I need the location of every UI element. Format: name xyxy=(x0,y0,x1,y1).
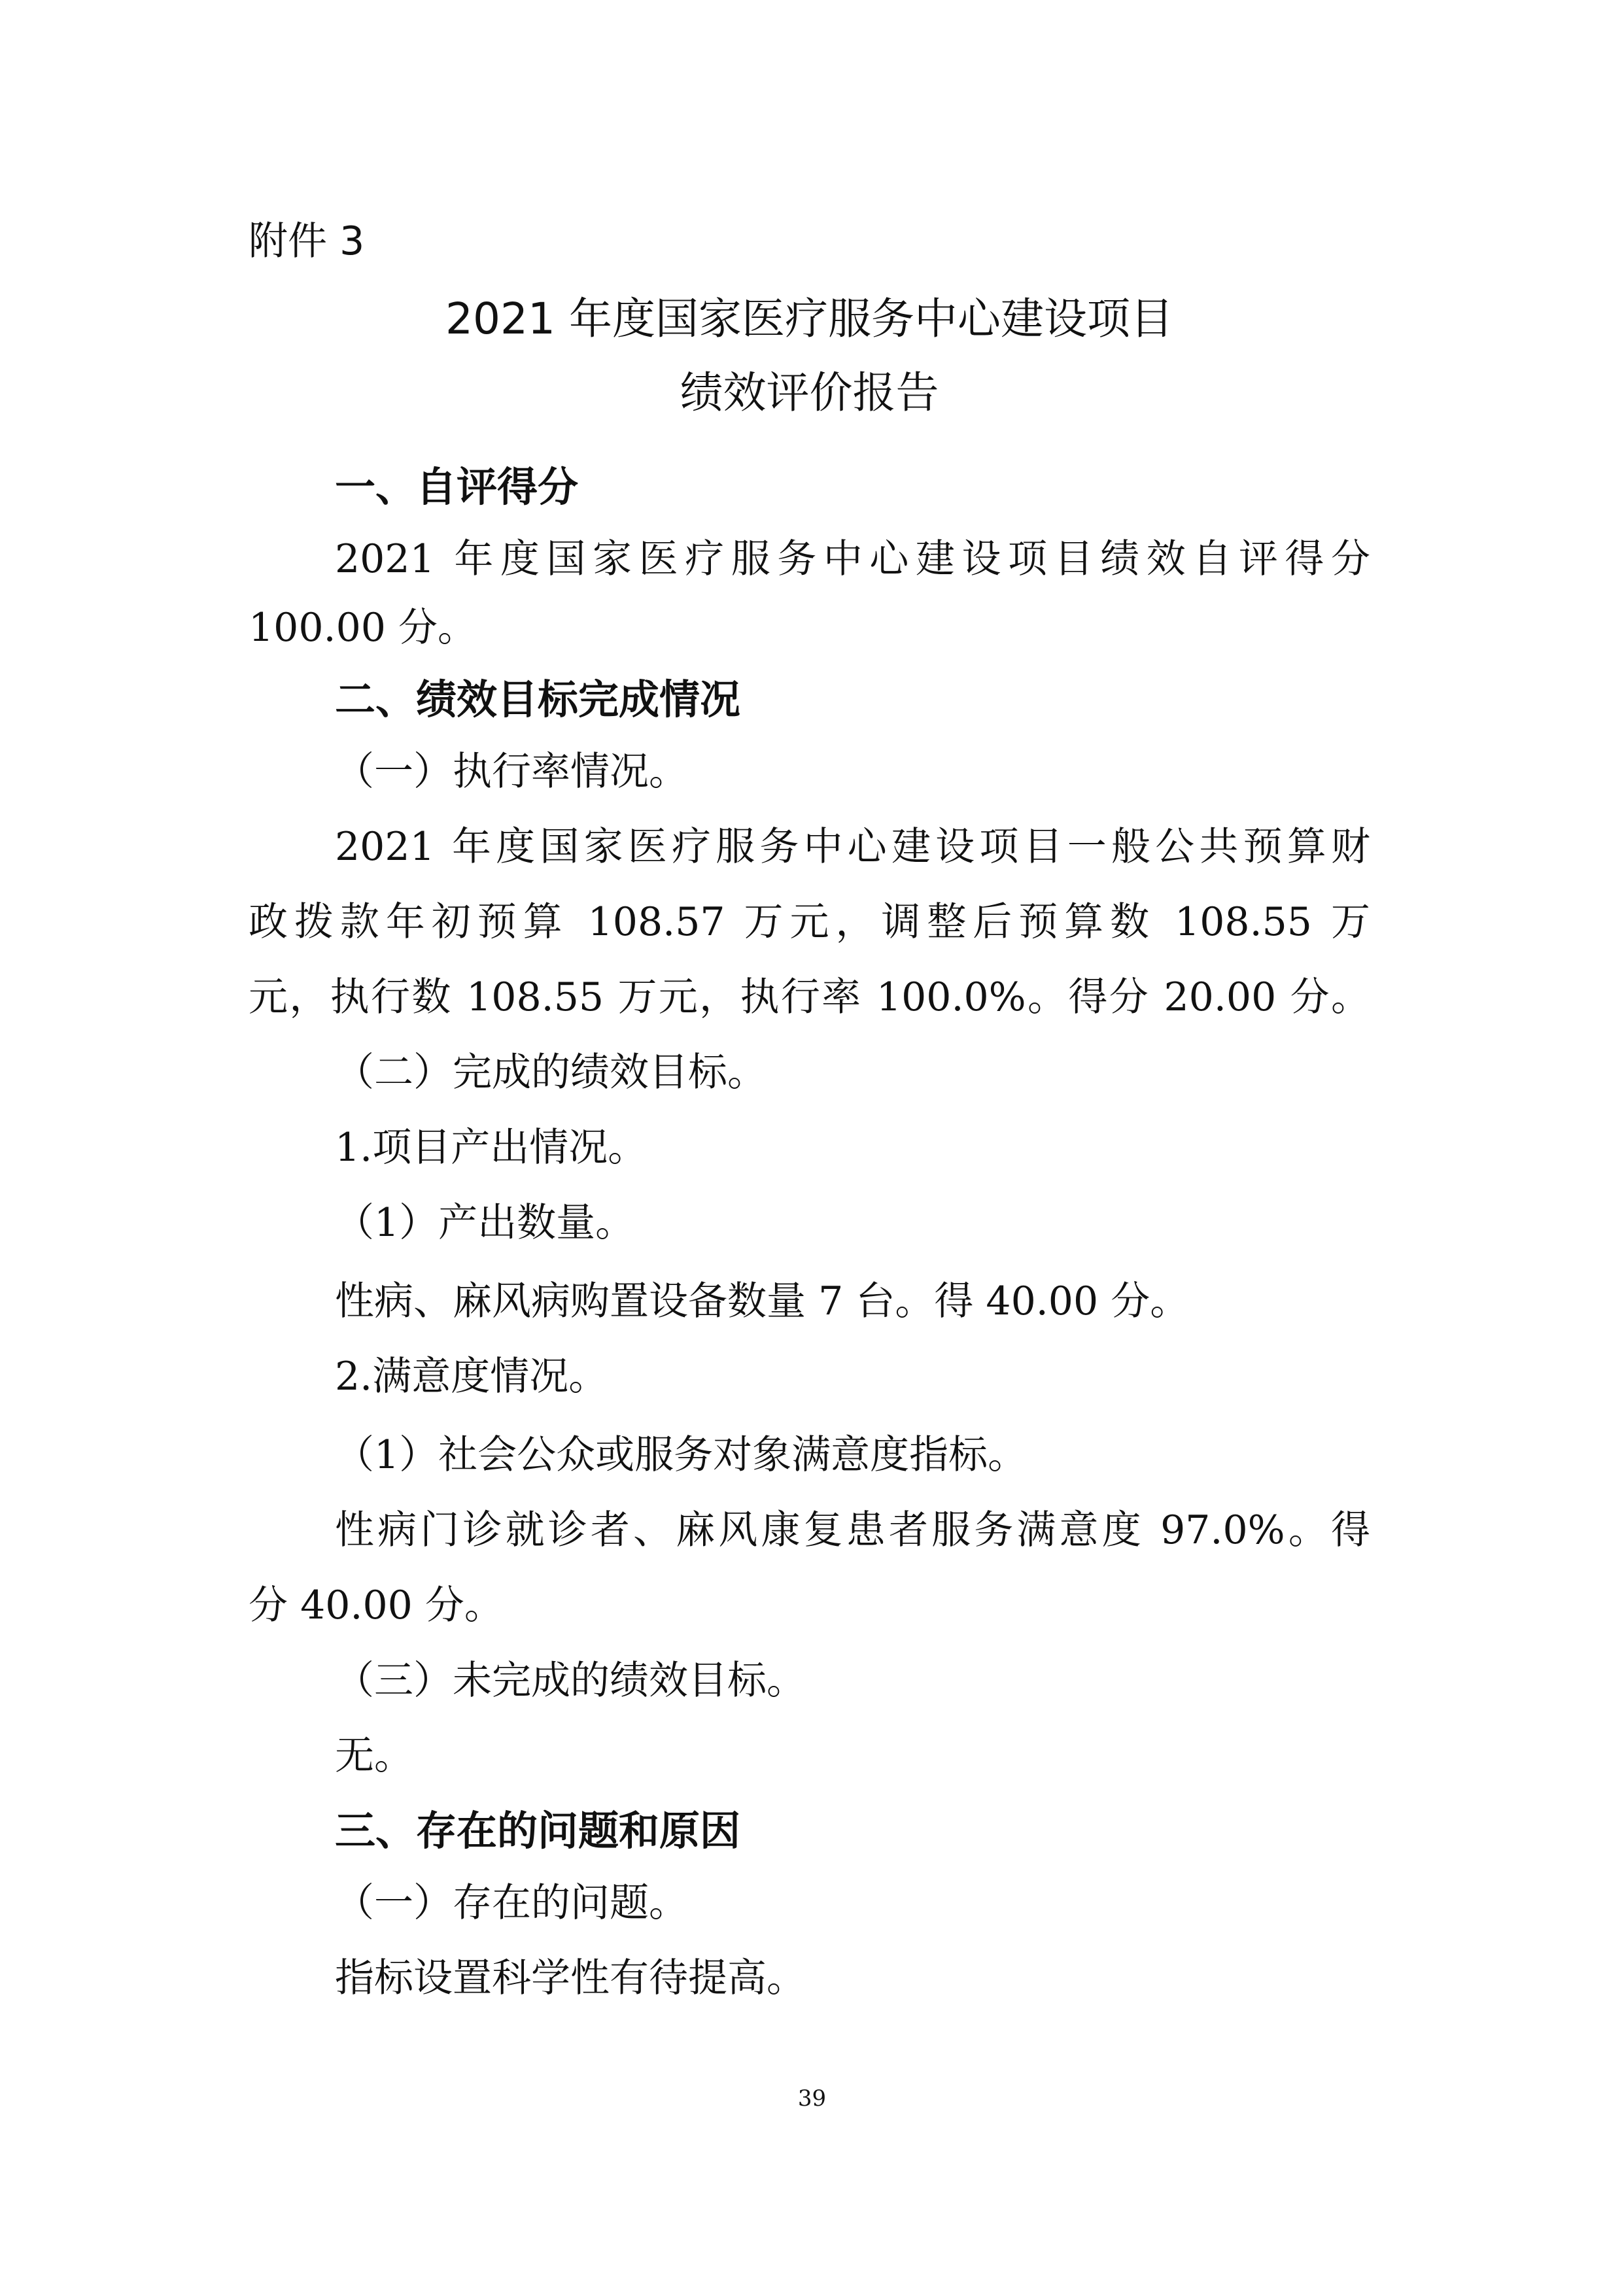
section-2-paragraph-line-3: 元，执行数 108.55 万元，执行率 100.0%。得分 20.00 分。 xyxy=(249,974,1370,1020)
section-1-paragraph-line-2: 100.00 分。 xyxy=(249,605,477,651)
section-3-subheading-1: （一）存在的问题。 xyxy=(335,1880,688,1926)
section-2-item-2-text-line-1: 性病门诊就诊者、麻风康复患者服务满意度 97.0%。得 xyxy=(335,1507,1370,1553)
section-2-item-1: 1.项目产出情况。 xyxy=(335,1125,648,1171)
section-2-subheading-1: （一）执行率情况。 xyxy=(335,749,688,795)
section-2-item-1-text: 性病、麻风病购置设备数量 7 台。得 40.00 分。 xyxy=(335,1278,1190,1324)
section-3-subheading-1-text: 指标设置科学性有待提高。 xyxy=(335,1955,806,2001)
section-2-heading: 二、绩效目标完成情况 xyxy=(335,676,741,723)
section-2-item-2: 2.满意度情况。 xyxy=(335,1354,608,1399)
section-2-item-2-subheading: （1）社会公众或服务对象满意度指标。 xyxy=(335,1432,1028,1478)
page-number: 39 xyxy=(797,2085,827,2112)
section-2-subheading-3-text: 无。 xyxy=(335,1733,413,1779)
section-2-paragraph-line-1: 2021 年度国家医疗服务中心建设项目一般公共预算财 xyxy=(335,824,1370,870)
section-2-paragraph-line-2: 政拨款年初预算 108.57 万元，调整后预算数 108.55 万 xyxy=(249,899,1370,945)
section-2-item-2-text-line-2: 分 40.00 分。 xyxy=(249,1583,504,1628)
report-title-line-2: 绩效评价报告 xyxy=(680,368,939,418)
report-title-line-1: 2021 年度国家医疗服务中心建设项目 xyxy=(445,294,1173,344)
section-1-heading: 一、自评得分 xyxy=(335,463,579,511)
section-1-paragraph-line-1: 2021 年度国家医疗服务中心建设项目绩效自评得分 xyxy=(335,536,1370,582)
attachment-label: 附件 3 xyxy=(249,218,365,264)
section-2-subheading-2: （二）完成的绩效目标。 xyxy=(335,1050,767,1095)
section-3-heading: 三、存在的问题和原因 xyxy=(335,1807,741,1855)
section-2-item-1-subheading: （1）产出数量。 xyxy=(335,1200,635,1246)
section-2-subheading-3: （三）未完成的绩效目标。 xyxy=(335,1658,806,1704)
